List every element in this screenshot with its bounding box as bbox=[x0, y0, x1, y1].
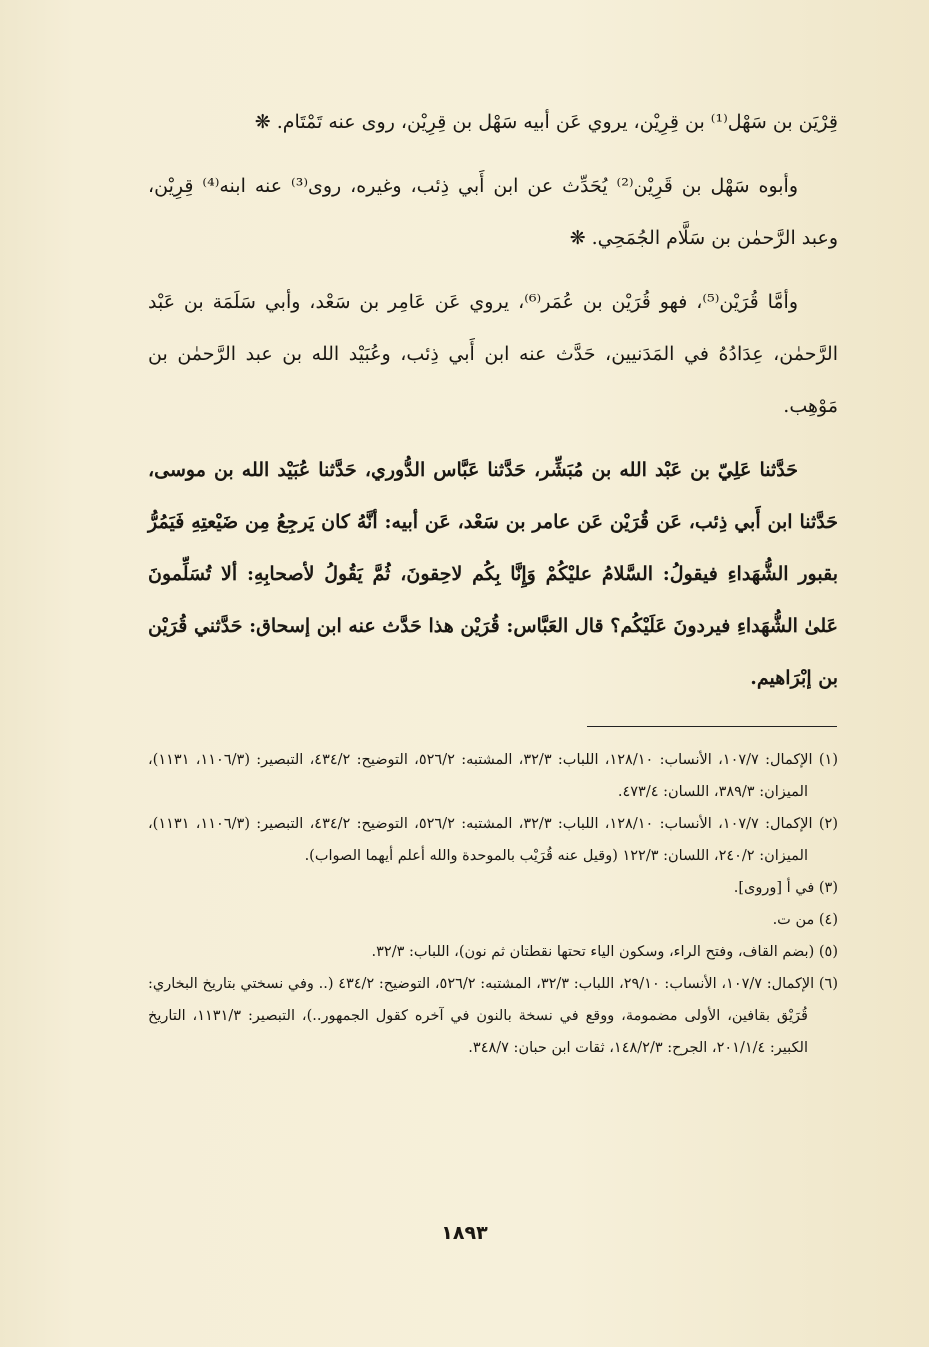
paragraph-qurayn-bin-umar: وأمَّا قُرَيْن⁽⁵⁾، فهو قُرَيْن بن عُمَر⁽⁶⁾، يروي عَن عَامِر بن سَعْد، وأبي سَلَمَة بن عَبْد الرَّحمٰن، عِدَادُهُ في المَدَنيين، حَدَّث عنه ابن أَبي ذِئب، وعُبَيْد الله بن عبد الرَّحمٰن بن مَوْهِب. bbox=[148, 291, 838, 417]
footnote-1: (١) الإكمال: ١٠٧/٧، الأنساب: ١٢٨/١٠، اللباب: ٣٢/٣، المشتبه: ٥٢٦/٢، التوضيح: ٤٣٤/٢، التبصير: (١١٠٦/٣، ١١٣١)، الميزان: ٣٨٩/٣، اللسان: ٤٧٣/٤. bbox=[148, 752, 838, 800]
paragraph-sahl-bin-qurayn: وأبوه سَهْل بن قَرِيْن⁽²⁾ يُحَدِّث عن ابن أَبي ذِئب، وغيره، روى⁽³⁾ عنه ابنه⁽⁴⁾ قِرِيْن، وعبد الرَّحمٰن بن سَلَّام الجُمَحِي. ❋ bbox=[148, 175, 838, 249]
footnote-6: (٦) الإكمال: ١٠٧/٧، الأنساب: ٢٩/١٠، اللباب: ٣٢/٣، المشتبه: ٥٢٦/٢، التوضيح: ٤٣٤/٢ (.. وفي نسختي بتاريخ البخاري: قُرَيْق بقافين، الأولى مضمومة، ووقع في نسخة بالنون في آخره كقول الجمهور..)، التبصير: ١١٣١/٣، التاريخ الكبير: ٢٠١/١/٤، الجرح: ١٤٨/٢/٣، ثقات ابن حبان: ٣٤٨/٧. bbox=[148, 976, 838, 1056]
paragraph-hadith-isnad: حَدَّثنا عَلِيّ بن عَبْد الله بن مُبَشِّر، حَدَّثنا عَبَّاس الدُّوري، حَدَّثنا عُبَيْد الله بن موسى، حَدَّثنا ابن أَبي ذِئب، عَن قُرَيْن عَن عامر بن سَعْد، عَن أبيه: أنَّهُ كان يَرجِعُ مِن ضَيْعتِهِ فَيَمُرُّ بقبور الشُّهَداءِ فيقولُ: السَّلامُ عليْكُمْ وَإِنَّا بِكُم لاحِقونَ، ثُمَّ يَقُولُ لأصحابِهِ: ألا تُسَلِّمونَ عَلىٰ الشُّهَداءِ فيردونَ عَلَيْكُم؟ قال العَبَّاس: قُرَيْن هذا حَدَّث عنه ابن إسحاق: حَدَّثني قُرَيْن بن إبْرَاهيم. bbox=[148, 459, 838, 689]
paragraph-qurayn-bin-sahl: قِرْيَن بن سَهْل⁽¹⁾ بن قِرِيْن، يروي عَن أبيه سَهْل بن قِرِيْن، روى عنه تَمْتَام. ❋ bbox=[254, 111, 838, 133]
footnote-5: (٥) (بضم القاف، وفتح الراء، وسكون الياء تحتها نقطتان ثم نون)، اللباب: ٣٢/٣. bbox=[371, 944, 838, 960]
footnotes-block bbox=[148, 744, 838, 1064]
footnote-3: (٣) في أ [وروى]. bbox=[733, 880, 838, 896]
paragraph-gap bbox=[148, 432, 838, 444]
footnote-4: (٤) من ت. bbox=[772, 912, 838, 928]
page-number: ١٨٩٣ bbox=[441, 1222, 488, 1244]
paragraph-gap bbox=[148, 148, 838, 160]
footnote-divider bbox=[587, 726, 837, 727]
paragraph-gap bbox=[148, 264, 838, 276]
main-text bbox=[148, 96, 838, 704]
footnote-2: (٢) الإكمال: ١٠٧/٧، الأنساب: ١٢٨/١٠، اللباب: ٣٢/٣، المشتبه: ٥٢٦/٢، التوضيح: ٤٣٤/٢، التبصير: (١١٠٦/٣، ١١٣١)، الميزان: ٢٤٠/٢، اللسان: ١٢٢/٣ (وقيل عنه قُرَيْب بالموحدة والله أعلم أيهما الصواب). bbox=[148, 816, 838, 864]
